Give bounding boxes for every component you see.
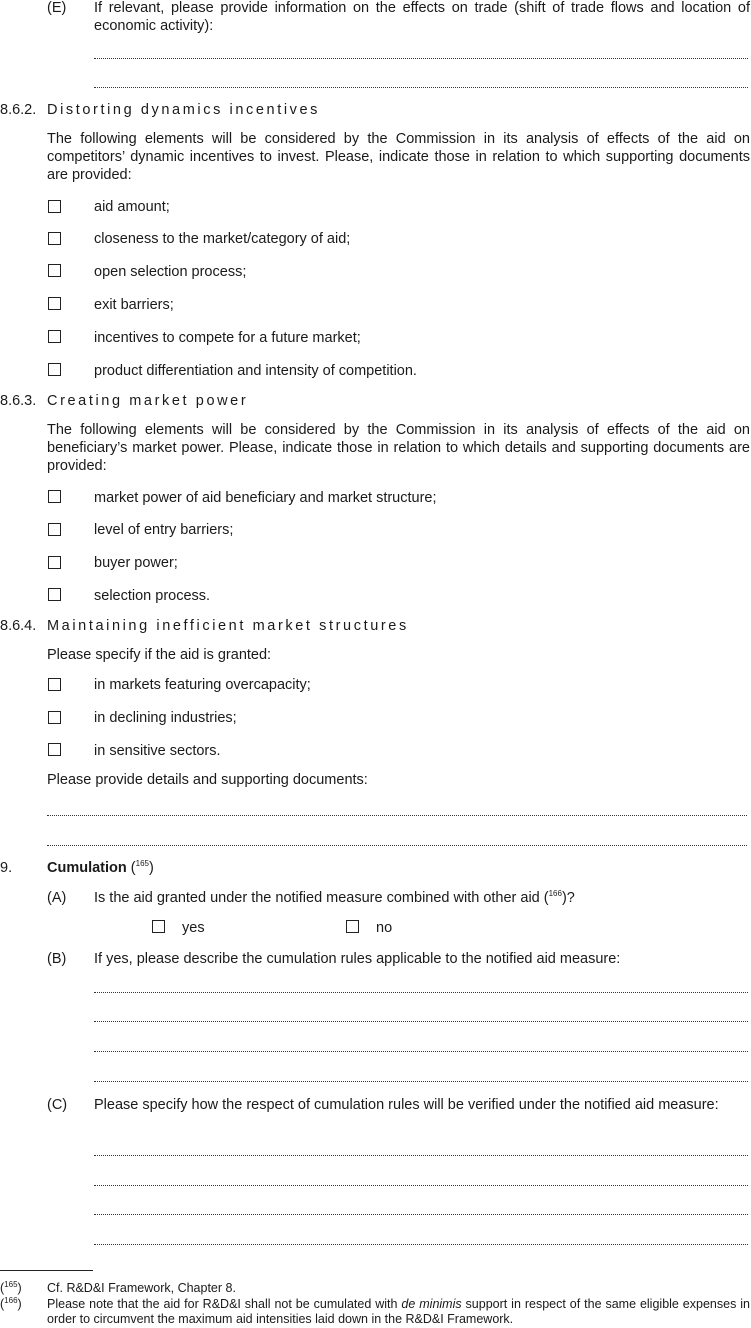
footnote-165-text: Cf. R&D&I Framework, Chapter 8. <box>47 1281 236 1295</box>
checkbox[interactable] <box>48 711 61 724</box>
heading-text: Cumulation <box>47 860 127 876</box>
checkbox-label: open selection process; <box>94 264 247 280</box>
question-b-text: If yes, please describe the cumulation rules applicable to the notified aid measure: <box>94 951 621 967</box>
details-prompt: Please provide details and supporting documents: <box>47 772 368 788</box>
answer-line[interactable] <box>47 845 747 846</box>
answer-line[interactable] <box>94 1244 748 1245</box>
section-heading <box>47 859 154 877</box>
answer-line[interactable] <box>94 87 748 88</box>
section-number: 8.6.3. <box>0 393 37 409</box>
checkbox-label: level of entry barriers; <box>94 522 234 538</box>
checkbox[interactable] <box>48 490 61 503</box>
answer-line[interactable] <box>94 992 748 993</box>
checkbox-label: buyer power; <box>94 555 178 571</box>
answer-line[interactable] <box>47 815 747 816</box>
answer-line[interactable] <box>94 1155 748 1156</box>
checkbox[interactable] <box>48 363 61 376</box>
checkbox[interactable] <box>48 588 61 601</box>
question-a-text <box>94 889 575 907</box>
footnote-text-start: Please note that the aid for R&D&I shall not be cumulated with <box>47 1297 402 1311</box>
checkbox[interactable] <box>48 330 61 343</box>
checkbox-label: product differentiation and intensity of competition. <box>94 363 417 379</box>
checkbox-label: in declining industries; <box>94 710 237 726</box>
checkbox[interactable] <box>48 232 61 245</box>
paren-open: ( <box>0 1281 5 1295</box>
footnote-number: 165 <box>4 1279 18 1289</box>
checkbox-label: incentives to compete for a future market; <box>94 330 361 346</box>
footnote-ref[interactable]: 166 <box>548 889 562 899</box>
question-b-marker: (B) <box>47 951 67 967</box>
section-heading: Maintaining inefficient market structures <box>47 618 409 634</box>
checkbox[interactable] <box>48 556 61 569</box>
paren-open: ( <box>0 1297 5 1311</box>
section-intro: The following elements will be considered by the Commission in its analysis of effects of the aid on beneficiary’s market power. Please, indicate those in relation to which details and supporting documents are provided: <box>47 422 750 474</box>
ref-close: ) <box>148 860 154 876</box>
checkbox-label: exit barriers; <box>94 297 174 313</box>
checkbox-label: in markets featuring overcapacity; <box>94 677 311 693</box>
footnote-italic: de minimis <box>401 1297 462 1311</box>
checkbox-label: in sensitive sectors. <box>94 743 221 759</box>
paren-close: ) <box>17 1281 22 1295</box>
checkbox-label: selection process. <box>94 588 211 604</box>
checkbox[interactable] <box>48 200 61 213</box>
checkbox[interactable] <box>48 523 61 536</box>
question-c-text: Please specify how the respect of cumulation rules will be verified under the notified aid measure: <box>94 1097 719 1113</box>
checkbox-label: aid amount; <box>94 199 170 215</box>
section-number: 9. <box>0 860 13 876</box>
section-e-text: If relevant, please provide information on the effects on trade (shift of trade flows and location of economic activity): <box>94 0 750 34</box>
section-intro: The following elements will be considered by the Commission in its analysis of effects of the aid on competitors’ dynamic incentives to invest. Please, indicate those in relation to which supporting documents are provided: <box>47 131 750 183</box>
section-heading: Creating market power <box>47 393 249 409</box>
answer-line[interactable] <box>94 1021 748 1022</box>
checkbox[interactable] <box>48 264 61 277</box>
paren-close: ) <box>17 1297 22 1311</box>
answer-line[interactable] <box>94 1185 748 1186</box>
checkbox-label: market power of aid beneficiary and market structure; <box>94 490 437 506</box>
yes-checkbox[interactable] <box>152 920 165 933</box>
question-a-marker: (A) <box>47 890 67 906</box>
section-heading: Distorting dynamics incentives <box>47 102 321 118</box>
section-number: 8.6.2. <box>0 102 37 118</box>
footnote-text-end: support in respect of the same eligible expenses in order to circumvent the maximum aid intensities laid down in the R&D&I Framework. <box>47 1297 750 1326</box>
answer-line[interactable] <box>94 1214 748 1215</box>
footnote-number: 166 <box>4 1295 18 1305</box>
checkbox[interactable] <box>48 678 61 691</box>
section-intro: Please specify if the aid is granted: <box>47 647 272 663</box>
answer-line[interactable] <box>94 58 748 59</box>
footnote-166-text <box>47 1297 750 1327</box>
ref-open: ( <box>130 860 136 876</box>
question-a-label: Is the aid granted under the notified measure combined with other aid ( <box>94 890 549 906</box>
footnote-separator <box>0 1270 93 1271</box>
section-number: 8.6.4. <box>0 618 37 634</box>
answer-line[interactable] <box>94 1051 748 1052</box>
footnote-165-marker <box>0 1281 22 1296</box>
checkbox-label: closeness to the market/category of aid; <box>94 231 351 247</box>
yes-label: yes <box>182 920 205 936</box>
no-checkbox[interactable] <box>346 920 359 933</box>
question-a-tail: )? <box>561 890 575 906</box>
footnote-166-marker <box>0 1297 22 1312</box>
no-label: no <box>376 920 393 936</box>
answer-line[interactable] <box>94 1081 748 1082</box>
question-c-marker: (C) <box>47 1097 68 1113</box>
checkbox[interactable] <box>48 743 61 756</box>
checkbox[interactable] <box>48 297 61 310</box>
footnote-ref[interactable]: 165 <box>135 859 149 869</box>
section-e-marker: (E) <box>47 0 67 16</box>
